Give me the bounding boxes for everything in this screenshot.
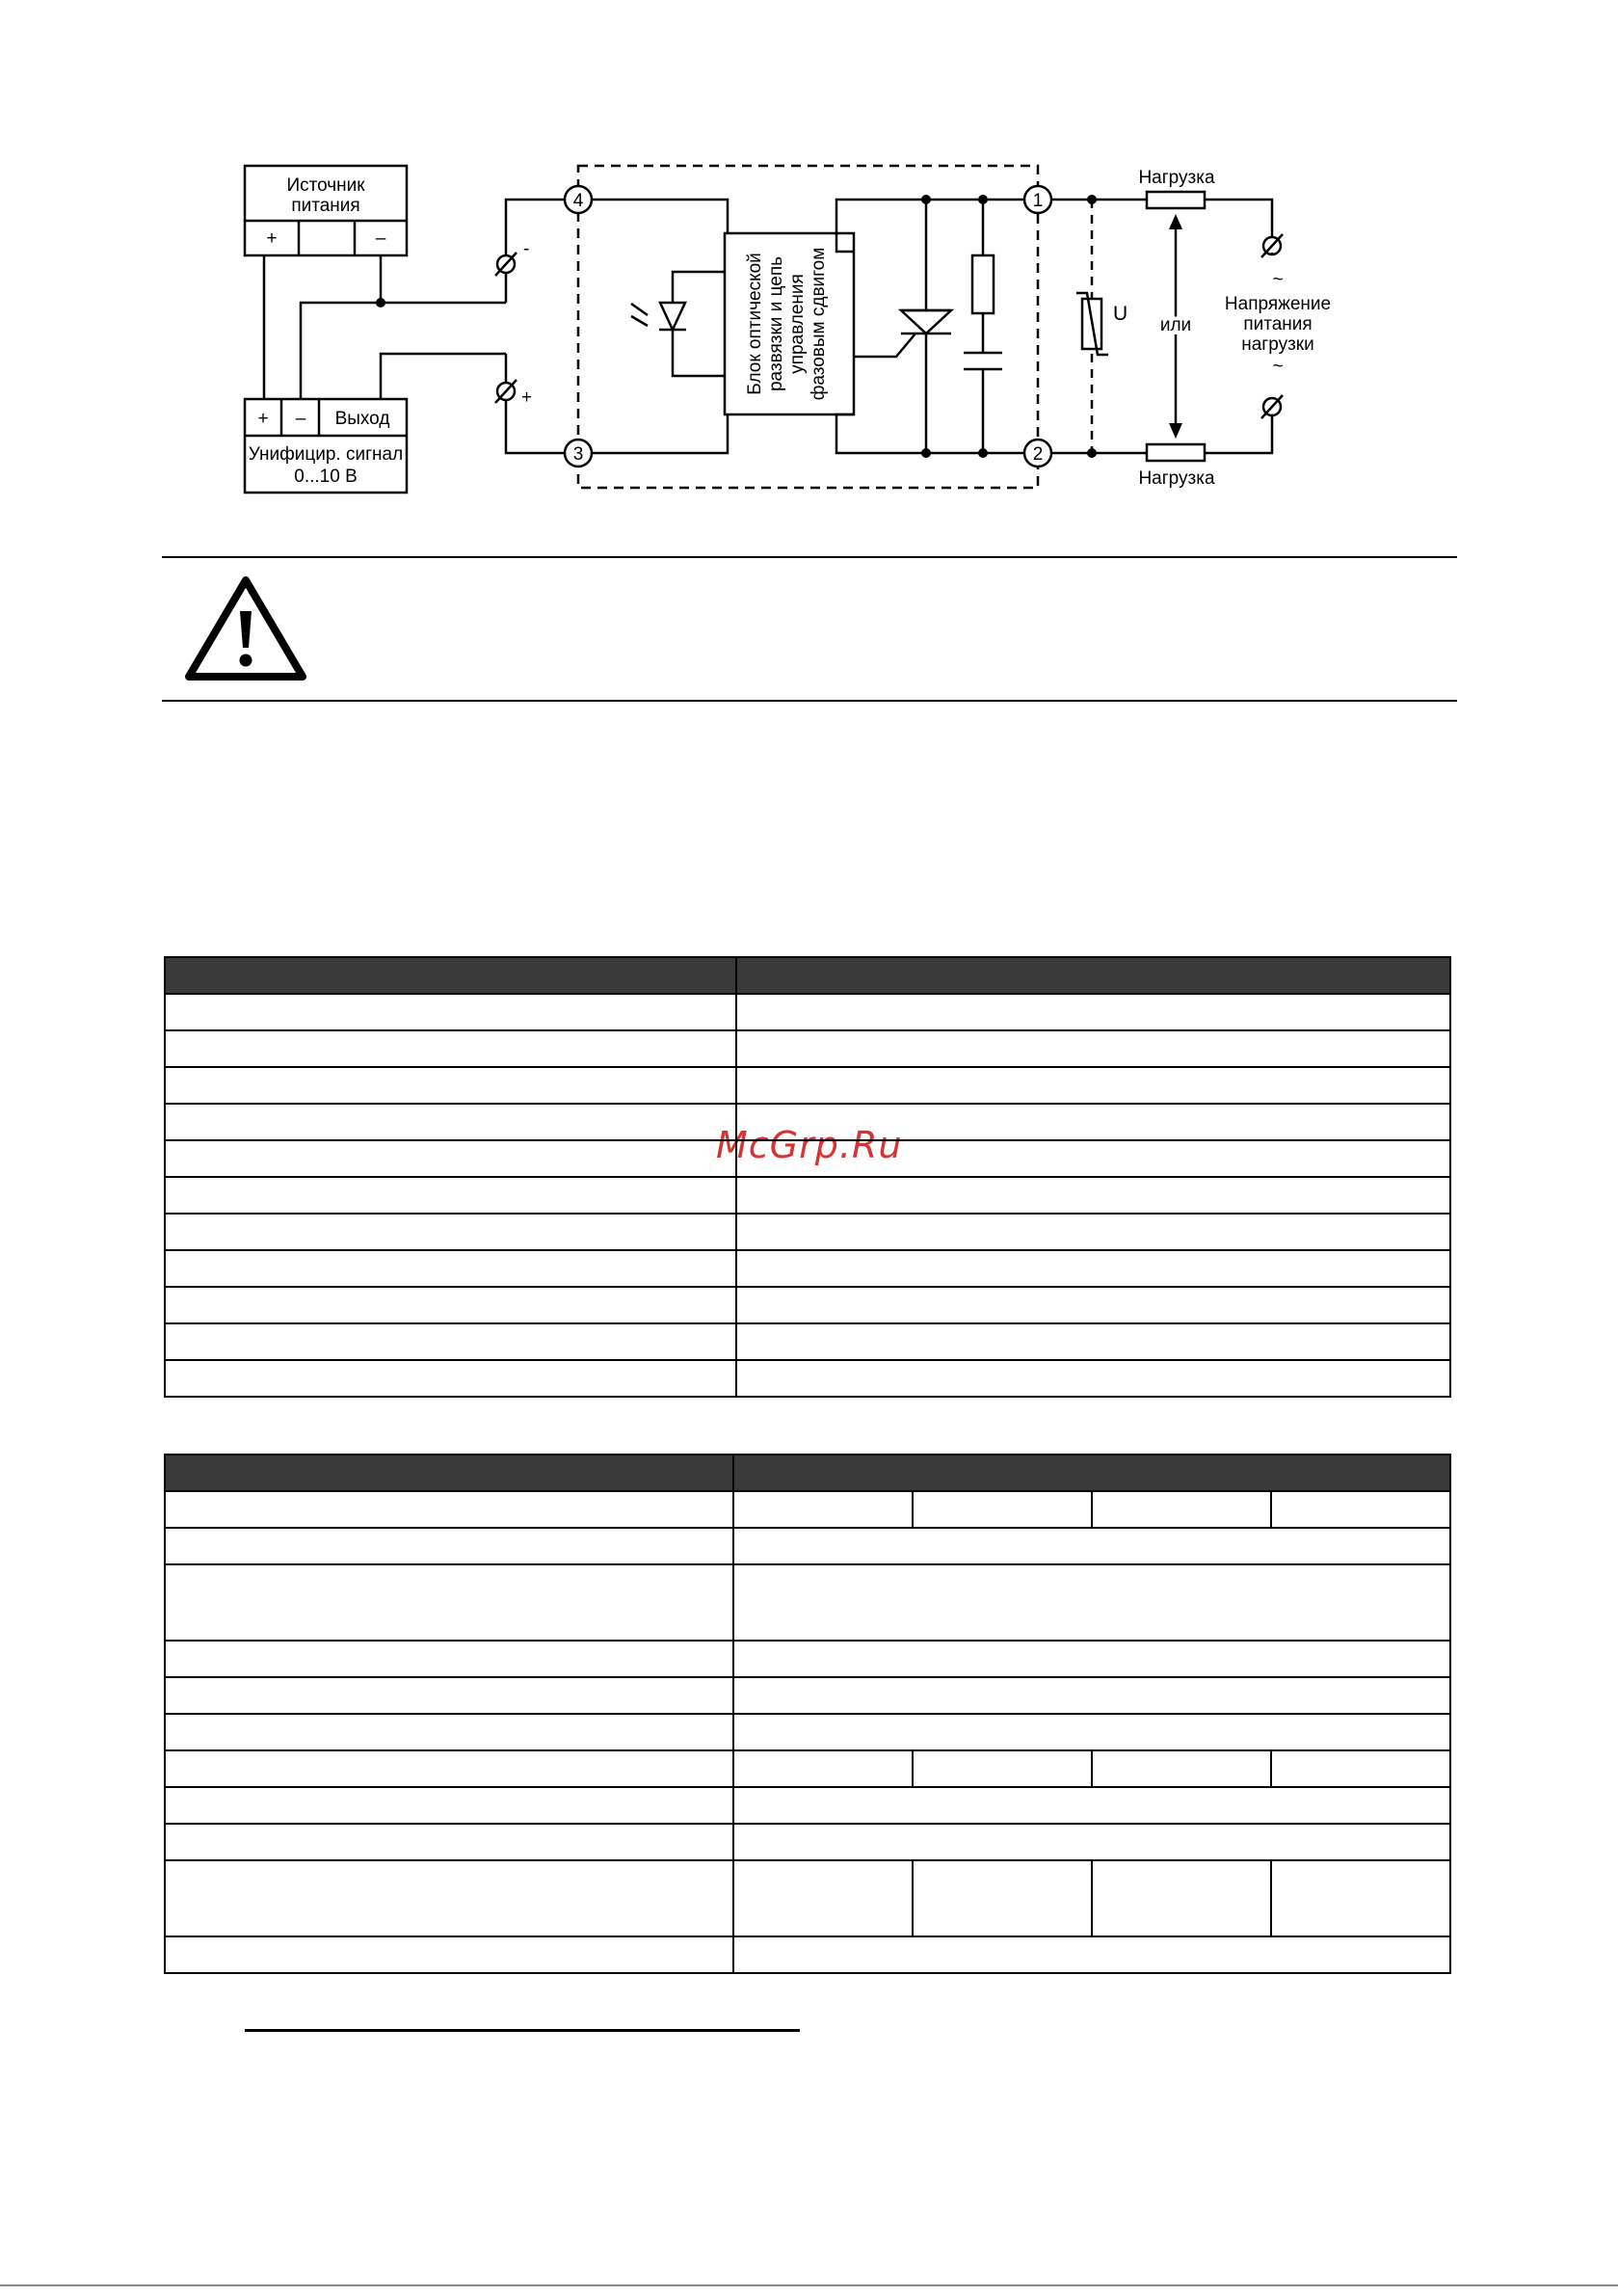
table-row — [165, 1491, 1450, 1528]
page-bottom-edge — [0, 2284, 1618, 2286]
power-plus: + — [266, 228, 278, 249]
load-bottom-label: Нагрузка — [1138, 468, 1215, 489]
spec-table-2 — [164, 1454, 1451, 1974]
table-row — [165, 1714, 1450, 1750]
table-row — [165, 1528, 1450, 1564]
polarity-plus: + — [521, 387, 533, 408]
spec-table-1 — [164, 956, 1451, 1398]
table-row — [165, 1287, 1450, 1323]
table-row — [165, 1787, 1450, 1824]
varistor-label: U — [1113, 303, 1128, 325]
table-row — [165, 1104, 1450, 1140]
table-row — [165, 1750, 1450, 1787]
supply-tilde-bottom: ~ — [1272, 357, 1284, 377]
watermark: McGrp.Ru — [716, 1124, 903, 1166]
table-row — [165, 1360, 1450, 1397]
table-row — [165, 1030, 1450, 1067]
load-resistor-top — [1147, 192, 1205, 208]
table-header — [165, 1455, 1450, 1491]
table-row — [165, 1677, 1450, 1714]
signal-line-1: Унифицир. сигнал — [248, 444, 404, 465]
block-line-2: развязки и цепь — [766, 255, 786, 392]
signal-line-2: 0...10 В — [294, 467, 358, 487]
terminal-1-label: 1 — [1032, 191, 1044, 211]
signal-output: Выход — [334, 409, 390, 429]
terminal-3-label: 3 — [572, 444, 584, 465]
or-label: или — [1159, 315, 1192, 335]
table-row — [165, 1641, 1450, 1677]
load-resistor-bottom — [1147, 444, 1205, 461]
block-line-4: фазовым сдвигом — [809, 247, 829, 401]
table-row — [165, 1824, 1450, 1860]
supply-line-3: нагрузки — [1241, 334, 1314, 355]
supply-tilde-top: ~ — [1272, 270, 1284, 290]
power-source-title-1: Источник — [286, 175, 365, 196]
load-top-label: Нагрузка — [1138, 168, 1215, 188]
table-header — [165, 957, 1450, 994]
table-row — [165, 1564, 1450, 1641]
table-row — [165, 1177, 1450, 1214]
footnote-separator — [245, 2029, 800, 2032]
block-line-3: управления — [787, 274, 808, 374]
supply-line-1: Напряжение — [1224, 294, 1332, 314]
power-minus: – — [375, 228, 386, 249]
terminal-4-label: 4 — [572, 191, 584, 211]
table-row — [165, 1140, 1450, 1177]
block-line-1: Блок оптической — [745, 253, 765, 395]
terminal-2-label: 2 — [1032, 444, 1044, 465]
signal-minus: – — [295, 409, 306, 429]
table-row — [165, 1860, 1450, 1936]
wiring-diagram — [0, 0, 1618, 521]
supply-line-2: питания — [1243, 314, 1313, 334]
warning-icon — [181, 573, 310, 686]
table-row — [165, 1323, 1450, 1360]
table-row — [165, 1936, 1450, 1973]
signal-plus: + — [257, 409, 269, 429]
table-row — [165, 1067, 1450, 1104]
table-row — [165, 994, 1450, 1030]
power-source-title-2: питания — [291, 196, 360, 216]
polarity-minus: - — [523, 239, 530, 259]
table-row — [165, 1250, 1450, 1287]
table-row — [165, 1214, 1450, 1250]
warning-top-rule — [162, 556, 1457, 558]
warning-bottom-rule — [162, 700, 1457, 702]
